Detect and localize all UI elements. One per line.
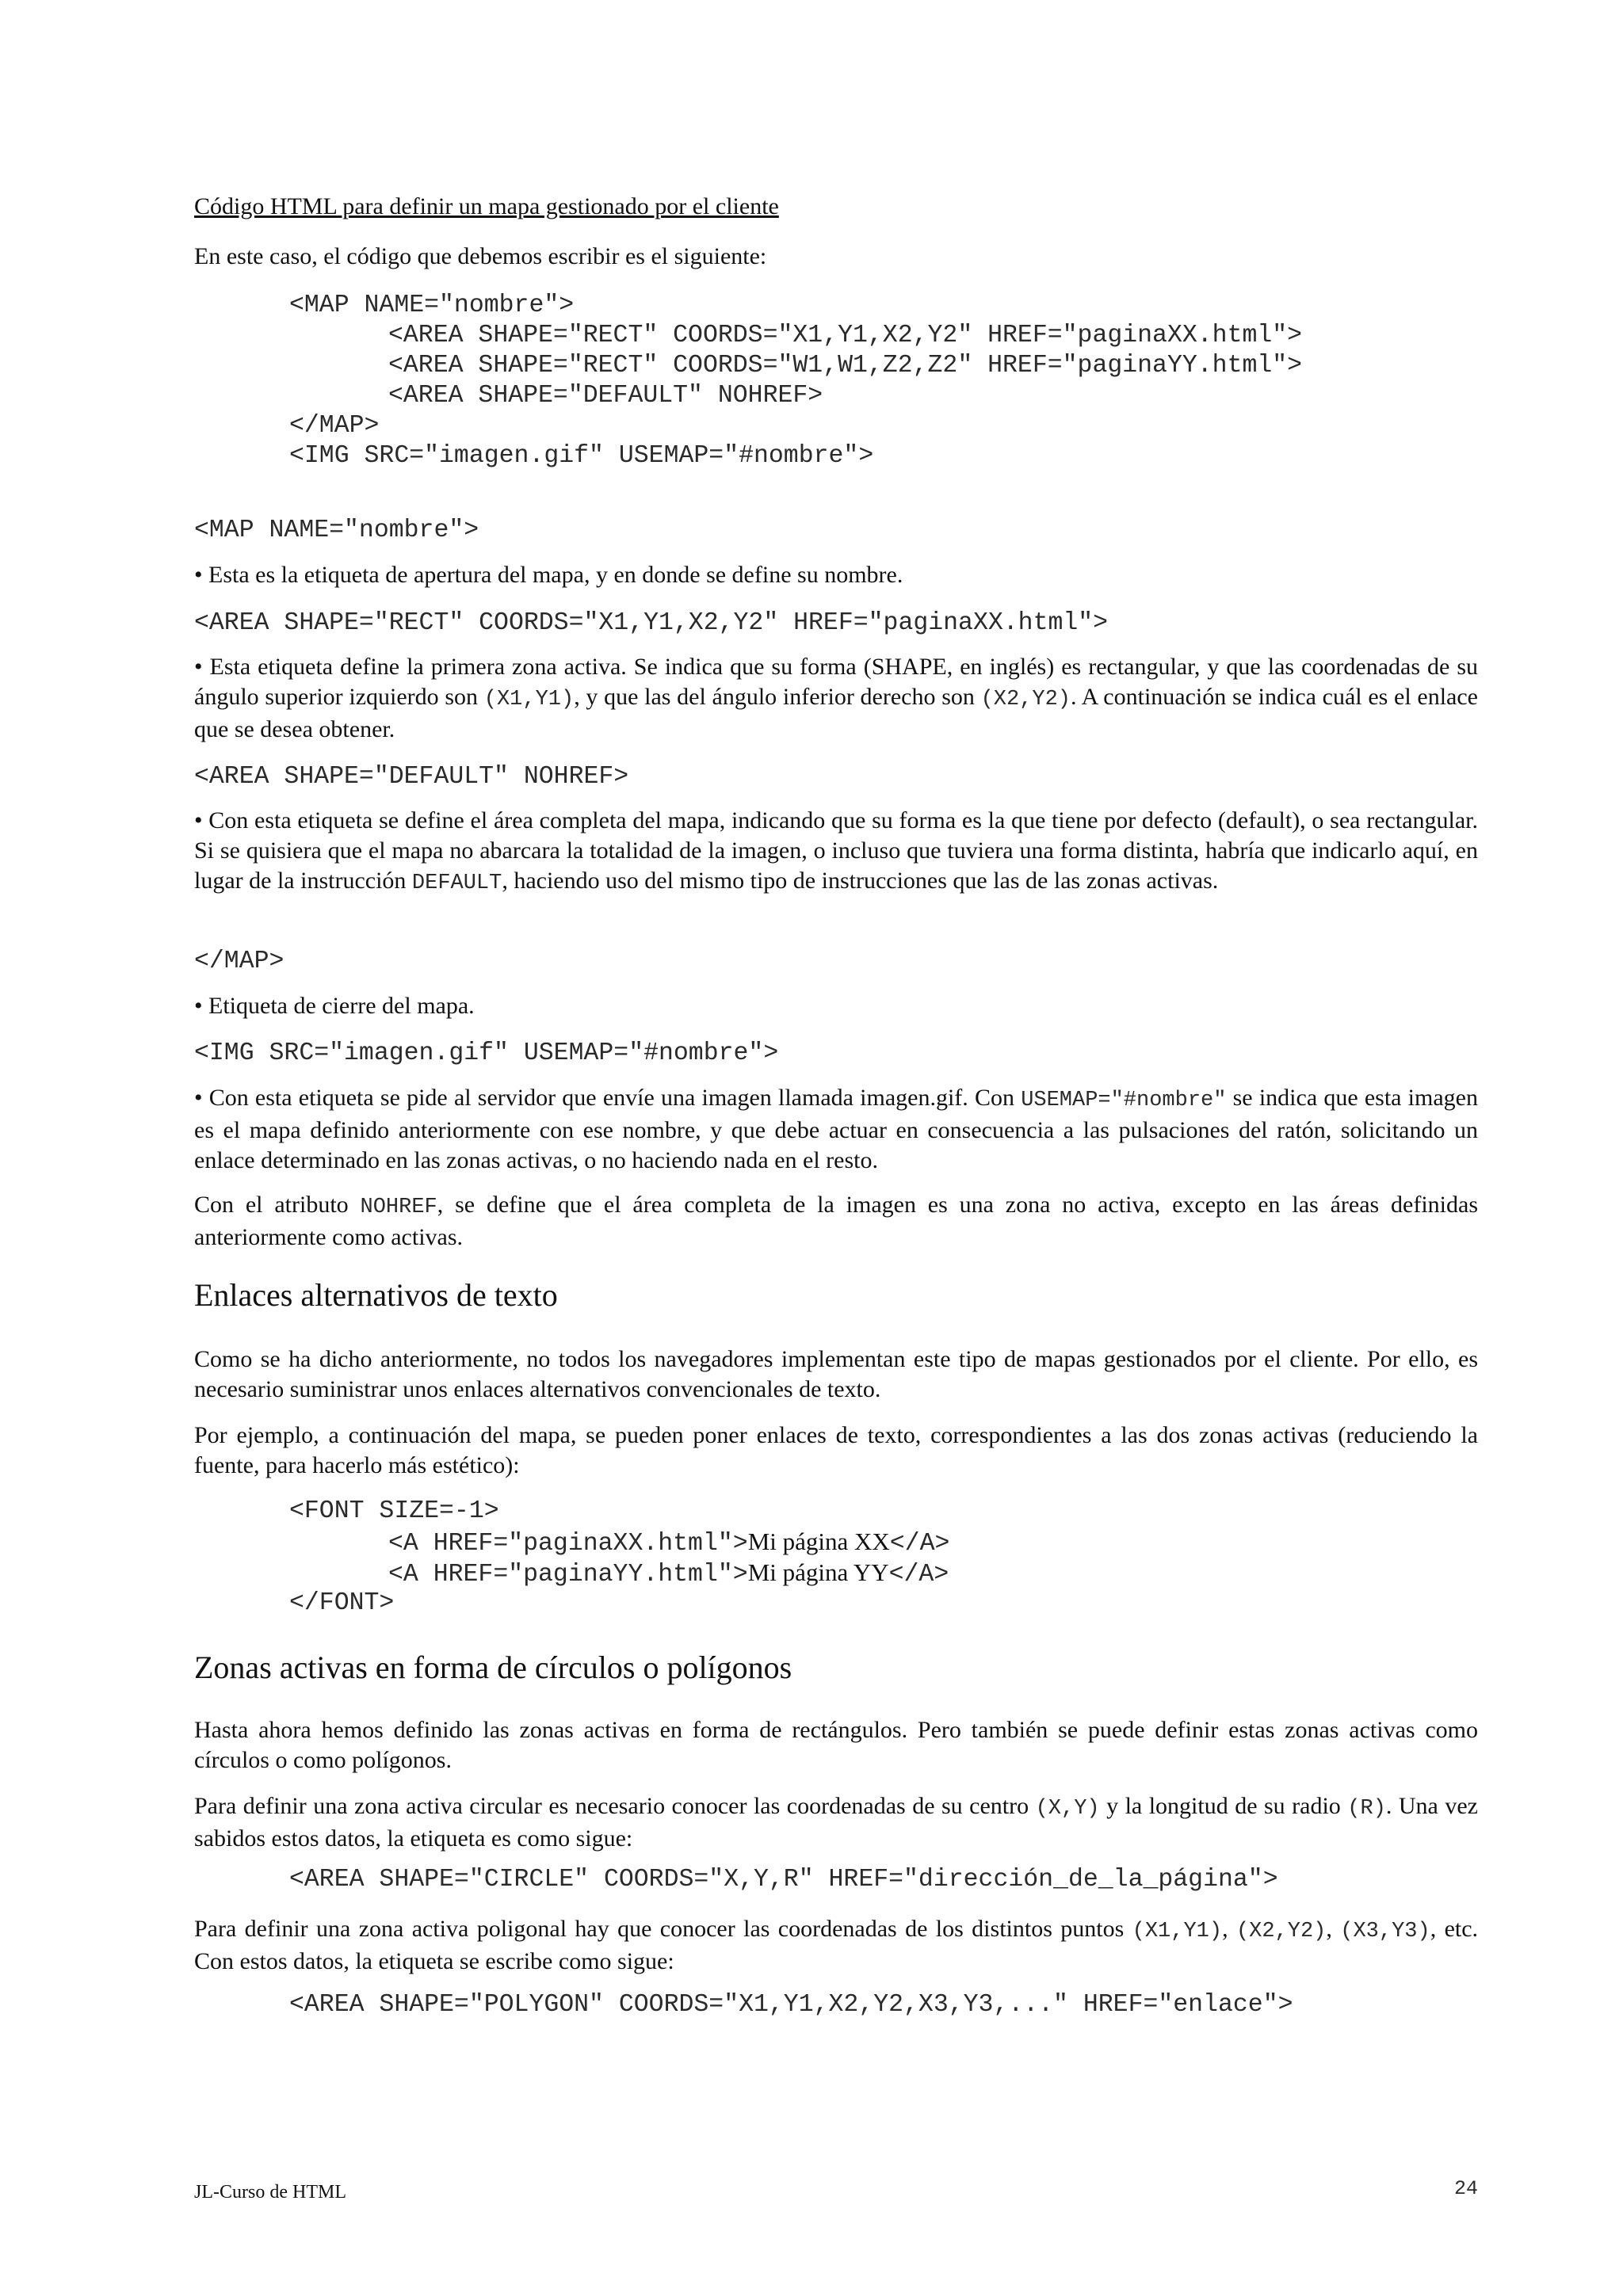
footer-title: JL-Curso de HTML (194, 2182, 346, 2203)
code-line: <AREA SHAPE="RECT" COORDS="X1,Y1,X2,Y2" HREF="paginaXX.html"> (388, 322, 1303, 349)
page-number: 24 (1453, 2177, 1478, 2200)
code-polygon: <AREA SHAPE="POLYGON" COORDS="X1,Y1,X2,Y2,X3,Y3,..." HREF="enlace"> (289, 1991, 1293, 2019)
circle-paragraph: Para definir una zona activa circular es necesario conocer las coordenadas de su centro (X,Y) y la longitud de su radio (R). Una vez sabidos estos datos, la etiqueta es como sigue: (194, 1793, 1478, 1852)
polygon-paragraph: Para definir una zona activa poligonal hay que conocer las coordenadas de los distintos puntos (X1,Y1), (X2,Y2), (X3,Y3), etc. Con estos datos, la etiqueta se escribe como sigue: (194, 1916, 1479, 1974)
code-line: <AREA SHAPE="RECT" COORDS="W1,W1,Z2,Z2" HREF="paginaYY.html"> (388, 352, 1303, 379)
desc-img: • Con esta etiqueta se pide al servidor que envíe una imagen llamada imagen.gif. Con USEMAP="#nombre" se indica que esta imagen es el mapa definido anteriormente con ese nombre, y que debe actuar en consecuencia a las pulsaciones del ratón, solicitando un enlace determinado en las zonas activas, o no haciendo nada en el resto. (194, 1085, 1478, 1173)
alt-paragraph-1: Como se ha dicho anteriormente, no todos los navegadores implementan este tipo de mapas gestionados por el cliente. Por ello, es necesario suministrar unos enlaces alternativos convencionales de texto. (194, 1346, 1478, 1402)
desc-area-default: • Con esta etiqueta se define el área completa del mapa, indicando que su forma es la que tiene por defecto (default), o sea rectangular. Si se quisiera que el mapa no abarcara la totalidad de la imagen, o incluso que tuviera una forma distinta, habría que indicarlo aquí, en lugar de la instrucción DEFAULT, haciendo uso del mismo tipo de instrucciones que las de las zonas activas. (194, 807, 1478, 895)
code-line: <A HREF="paginaXX.html">Mi página XX</A> (388, 1527, 950, 1558)
code-line: <AREA SHAPE="DEFAULT" NOHREF> (388, 382, 823, 410)
desc-area-rect: • Esta etiqueta define la primera zona activa. Se indica que su forma (SHAPE, en inglés) es rectangular, y que las coordenadas de su ángulo superior izquierdo son (X1,Y1), y que las del ángulo inferior derecho son (X2,Y2). A continuación se indica cuál es el enlace que se desea obtener. (194, 654, 1478, 742)
tag-map-open: <MAP NAME="nombre"> (194, 517, 479, 544)
code-line: </MAP> (289, 412, 380, 440)
code-line: <MAP NAME="nombre"> (289, 292, 575, 319)
code-line: <FONT SIZE=-1> (289, 1497, 499, 1525)
code-line: </FONT> (289, 1589, 395, 1617)
code-circle: <AREA SHAPE="CIRCLE" COORDS="X,Y,R" HREF="dirección_de_la_página"> (289, 1866, 1278, 1894)
desc-map-open: • Esta es la etiqueta de apertura del mapa, y en donde se define su nombre. (194, 562, 903, 588)
subheading-client-map: Código HTML para definir un mapa gestionado por el cliente (194, 193, 779, 219)
tag-area-rect: <AREA SHAPE="RECT" COORDS="X1,Y1,X2,Y2" HREF="paginaXX.html"> (194, 609, 1109, 637)
tag-map-close: </MAP> (194, 948, 285, 975)
desc-map-close: • Etiqueta de cierre del mapa. (194, 993, 475, 1019)
code-line: <IMG SRC="imagen.gif" USEMAP="#nombre"> (289, 442, 874, 470)
alt-paragraph-2: Por ejemplo, a continuación del mapa, se pueden poner enlaces de texto, correspondientes a las dos zonas activas (reduciendo la fuente, para hacerlo más estético): (194, 1422, 1478, 1478)
intro-text: En este caso, el código que debemos escribir es el siguiente: (194, 243, 767, 269)
zones-paragraph: Hasta ahora hemos definido las zonas activas en forma de rectángulos. Pero también se puede definir estas zonas activas como círculos o como polígonos. (194, 1717, 1478, 1773)
heading-active-zones: Zonas activas en forma de círculos o polígonos (194, 1650, 792, 1685)
tag-img: <IMG SRC="imagen.gif" USEMAP="#nombre"> (194, 1039, 779, 1067)
tag-area-default: <AREA SHAPE="DEFAULT" NOHREF> (194, 763, 629, 791)
heading-alternative-links: Enlaces alternativos de texto (194, 1277, 558, 1313)
nohref-paragraph: Con el atributo NOHREF, se define que el área completa de la imagen es una zona no activa, excepto en las áreas definidas anteriormente como activas. (194, 1192, 1478, 1250)
code-line: <A HREF="paginaYY.html">Mi página YY</A> (388, 1558, 949, 1589)
